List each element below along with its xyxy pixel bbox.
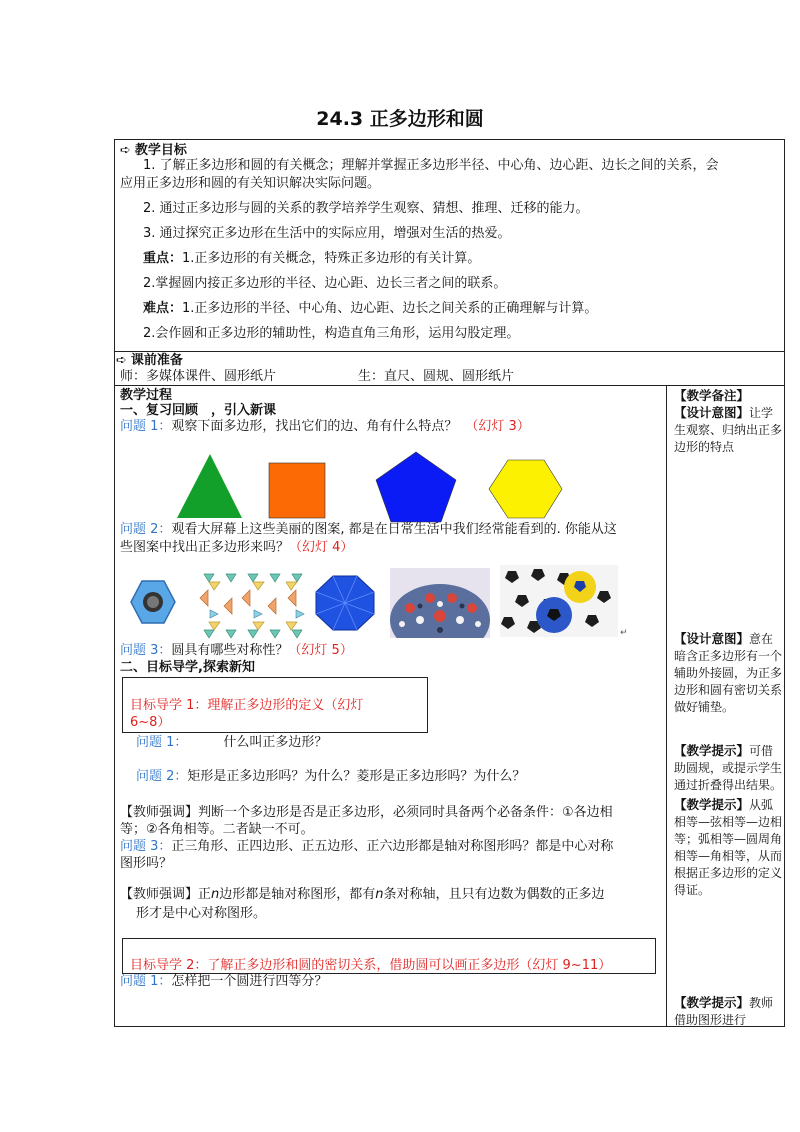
difficulty-2: 2.会作圆和正多边形的辅助性，构造直角三角形，运用勾股定理。 (143, 326, 520, 341)
question-2-line-2: 些图案中找出正多边形来吗？（幻灯 4） (120, 540, 354, 555)
soccer-balls-picture (500, 565, 618, 637)
table-border-right (784, 139, 785, 1027)
orange-square (269, 463, 325, 518)
key-point-2: 2.掌握圆内接正多边形的半径、边心距、边长三者之间的联系。 (143, 276, 507, 291)
goal-1-question-3-line-1: 问题 3：正三角形、正四边形、正五边形、正六边形都是轴对称图形吗？都是中心对称 (120, 839, 614, 854)
question-3: 问题 3：圆具有哪些对称性？（幻灯 5） (120, 643, 353, 658)
goal-2: 2. 通过正多边形与圆的关系的教学培养学生观察、猜想、推理、迁移的能力。 (143, 201, 589, 216)
part-2-heading: 二、目标导学,探索新知 (120, 660, 255, 675)
note-design-intent-2: 【设计意图】意在暗含正多边形有一个辅助外接圆，为正多边形和圆有密切关系做好铺垫。 (674, 631, 783, 714)
teacher-emphasis-2-line-1: 【教师强调】正n边形都是轴对称图形，都有n条对称轴，且只有边数为偶数的正多边 (120, 887, 605, 902)
goal-1-line-2: 应用正多边形和圆的有关知识解决实际问题。 (120, 176, 381, 191)
goal-guide-1-line-1: 目标导学 1：理解正多边形的定义（幻灯 (130, 698, 364, 713)
octagon-umbrella-picture (313, 574, 377, 632)
kaleidoscope-dome-picture (390, 568, 490, 638)
teacher-emphasis-1-line-2: 等；②各角相等。二者缺一不可。 (120, 822, 314, 837)
teacher-emphasis-2-line-2: 形才是中心对称图形。 (136, 906, 267, 921)
yellow-hexagon (489, 460, 562, 518)
goal-1-question-3-line-2: 图形吗？ (120, 856, 173, 871)
teaching-remarks-heading: 【教学备注】 (674, 388, 750, 403)
polygon-shapes (170, 448, 570, 526)
table-divider-1 (114, 351, 784, 352)
table-column-divider (666, 385, 667, 1026)
page-title: 24.3 正多边形和圆 (316, 108, 484, 130)
student-materials: 生：直尺、圆规、圆形纸片 (358, 369, 515, 384)
arrow-icon: ➪ (120, 143, 131, 158)
note-teaching-hint-3: 【教学提示】教师借助图形进行 (674, 995, 774, 1027)
arrow-icon: ➪ (116, 353, 127, 368)
goal-1-question-1: 问题 1： 什么叫正多边形？ (136, 735, 328, 750)
section-heading-goals: ➪ 教学目标 (120, 143, 187, 158)
teacher-materials: 师：多媒体课件、圆形纸片 (120, 369, 277, 384)
process-heading: 教学过程 (120, 388, 173, 403)
goal-guide-1-line-2: 6~8） (130, 715, 171, 730)
question-2-line-1: 问题 2：观看大屏幕上这些美丽的图案, 都是在日常生活中我们经常能看到的. 你能从这 (120, 522, 617, 537)
goal-2-question-1: 问题 1：怎样把一个圆进行四等分？ (120, 974, 328, 989)
key-point-1: 重点：1.正多边形的有关概念，特殊正多边形的有关计算。 (143, 251, 481, 266)
difficulty-1: 难点：1.正多边形的半径、中心角、边心距、边长之间关系的正确理解与计算。 (143, 301, 598, 316)
hex-nut-picture (128, 577, 178, 627)
image-anchor-mark: ↵ (620, 628, 628, 638)
question-1: 问题 1：观察下面多边形，找出它们的边、角有什么特点？ （幻灯 3） (120, 419, 530, 434)
section-heading-preparation: ➪ 课前准备 (116, 353, 183, 368)
note-design-intent-1: 【设计意图】让学生观察、归纳出正多边形的特点 (674, 405, 783, 454)
goal-1-line-1: 1. 了解正多边形和圆的有关概念；理解并掌握正多边形半径、中心角、边心距、边长之间的关系，会 (143, 158, 719, 173)
note-teaching-hint-1: 【教学提示】可借助圆规，或提示学生通过折叠得出结果。 (674, 743, 783, 792)
blue-pentagon (376, 452, 456, 522)
teacher-emphasis-1-line-1: 【教师强调】判断一个多边形是否是正多边形，必须同时具备两个必备条件：①各边相 (120, 805, 613, 820)
green-triangle (177, 454, 242, 518)
goal-3: 3. 通过探究正多边形在生活中的实际应用，增强对生活的热爱。 (143, 226, 511, 241)
part-1-heading: 一、复习回顾 ，引入新课 (120, 403, 277, 418)
note-teaching-hint-2: 【教学提示】从弧相等—弦相等—边相等；弧相等—圆周角相等—角相等，从而根据正多边形的定义得证。 (674, 797, 783, 897)
goal-1-question-2: 问题 2：矩形是正多边形吗？为什么？菱形是正多边形吗？为什么？ (136, 769, 526, 784)
hexagon-tile-pattern (196, 570, 306, 642)
table-border-left (114, 139, 115, 1027)
table-border-top (114, 139, 784, 140)
goal-guide-2: 目标导学 2：了解正多边形和圆的密切关系，借助圆可以画正多边形（幻灯 9~11） (130, 958, 612, 973)
